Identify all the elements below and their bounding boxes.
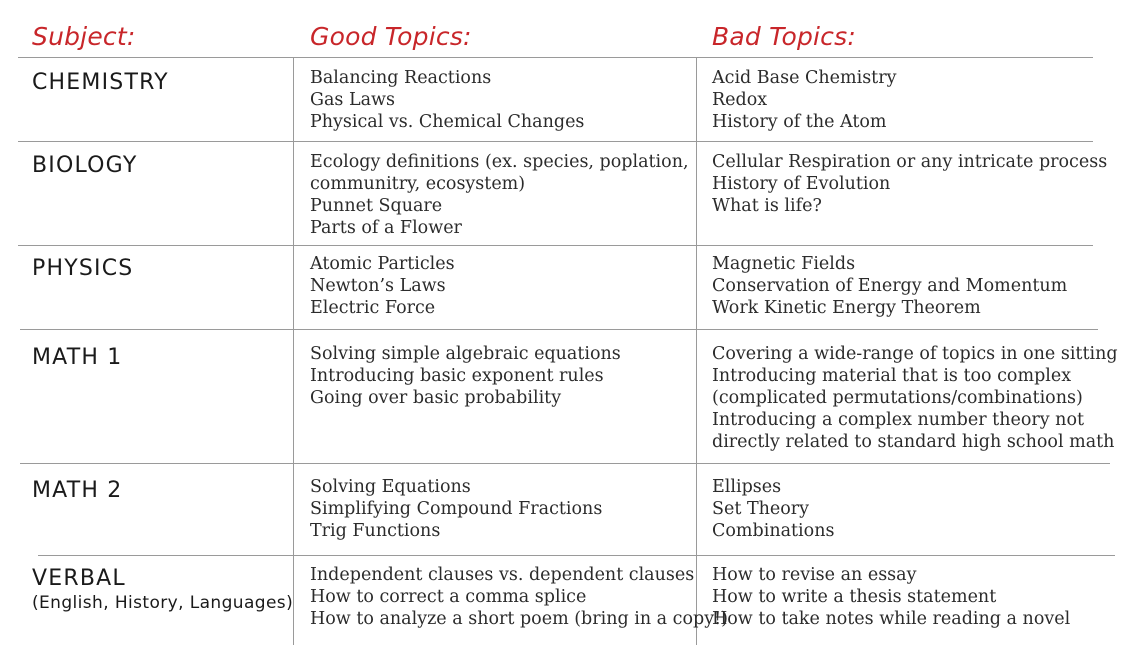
row-divider xyxy=(20,463,1110,464)
list-item: Simplifying Compound Fractions xyxy=(310,499,603,519)
subject-math-1: MATH 1 xyxy=(32,345,123,370)
list-item: Trig Functions xyxy=(310,521,441,541)
good-topics-chemistry xyxy=(310,67,584,133)
subject-chemistry: CHEMISTRY xyxy=(32,70,169,95)
good-topics-math-2 xyxy=(310,476,602,542)
list-item: Gas Laws xyxy=(310,90,395,110)
good-topics-column-header: Good Topics: xyxy=(310,22,472,51)
list-item: Electric Force xyxy=(310,298,436,318)
list-item: Ecology definitions (ex. species, poplation, xyxy=(310,152,689,172)
list-item: How to take notes while reading a novel xyxy=(712,609,1071,629)
row-divider xyxy=(18,57,1093,58)
list-item: History of the Atom xyxy=(712,112,887,132)
list-item: Set Theory xyxy=(712,499,810,519)
list-item: Ellipses xyxy=(712,477,782,497)
column-divider xyxy=(696,57,697,645)
list-item: directly related to standard high school math xyxy=(712,432,1115,452)
good-topics-math-1 xyxy=(310,343,621,409)
list-item: Redox xyxy=(712,90,768,110)
list-item: Cellular Respiration or any intricate process xyxy=(712,152,1108,172)
subject-verbal-title: VERBAL xyxy=(32,566,126,591)
list-item: Independent clauses vs. dependent clauses xyxy=(310,565,695,585)
list-item: How to correct a comma splice xyxy=(310,587,587,607)
subject-column-header: Subject: xyxy=(32,22,136,51)
subject-math-2: MATH 2 xyxy=(32,478,123,503)
list-item: Magnetic Fields xyxy=(712,254,856,274)
list-item: History of Evolution xyxy=(712,174,891,194)
list-item: Introducing basic exponent rules xyxy=(310,366,604,386)
list-item: Acid Base Chemistry xyxy=(712,68,897,88)
list-item: Punnet Square xyxy=(310,196,443,216)
list-item: Parts of a Flower xyxy=(310,218,462,238)
list-item: Physical vs. Chemical Changes xyxy=(310,112,585,132)
bad-topics-chemistry xyxy=(712,67,896,133)
subject-physics: PHYSICS xyxy=(32,256,134,281)
list-item: Balancing Reactions xyxy=(310,68,492,88)
bad-topics-math-1 xyxy=(712,343,1118,453)
subject-verbal xyxy=(32,566,293,613)
subject-verbal-subtitle: (English, History, Languages) xyxy=(32,593,294,613)
list-item: How to write a thesis statement xyxy=(712,587,997,607)
row-divider xyxy=(38,555,1115,556)
bad-topics-physics xyxy=(712,253,1067,319)
good-topics-biology xyxy=(310,151,689,239)
column-divider xyxy=(293,57,294,645)
list-item: Conservation of Energy and Momentum xyxy=(712,276,1068,296)
list-item: Going over basic probability xyxy=(310,388,562,408)
list-item: Solving simple algebraic equations xyxy=(310,344,621,364)
good-topics-verbal xyxy=(310,564,728,630)
bad-topics-biology xyxy=(712,151,1107,217)
list-item: How to analyze a short poem (bring in a copy!) xyxy=(310,609,728,629)
list-item: Combinations xyxy=(712,521,835,541)
row-divider xyxy=(18,141,1093,142)
bad-topics-verbal xyxy=(712,564,1070,630)
list-item: (complicated permutations/combinations) xyxy=(712,388,1083,408)
bad-topics-column-header: Bad Topics: xyxy=(712,22,856,51)
list-item: communitry, ecosystem) xyxy=(310,174,526,194)
list-item: What is life? xyxy=(712,196,822,216)
list-item: Introducing a complex number theory not xyxy=(712,410,1085,430)
row-divider xyxy=(18,245,1093,246)
list-item: Newton’s Laws xyxy=(310,276,446,296)
list-item: How to revise an essay xyxy=(712,565,917,585)
list-item: Atomic Particles xyxy=(310,254,455,274)
row-divider xyxy=(20,329,1098,330)
list-item: Introducing material that is too complex xyxy=(712,366,1072,386)
bad-topics-math-2 xyxy=(712,476,834,542)
good-topics-physics xyxy=(310,253,455,319)
subject-biology: BIOLOGY xyxy=(32,153,138,178)
list-item: Covering a wide-range of topics in one sitting xyxy=(712,344,1118,364)
list-item: Solving Equations xyxy=(310,477,471,497)
list-item: Work Kinetic Energy Theorem xyxy=(712,298,981,318)
